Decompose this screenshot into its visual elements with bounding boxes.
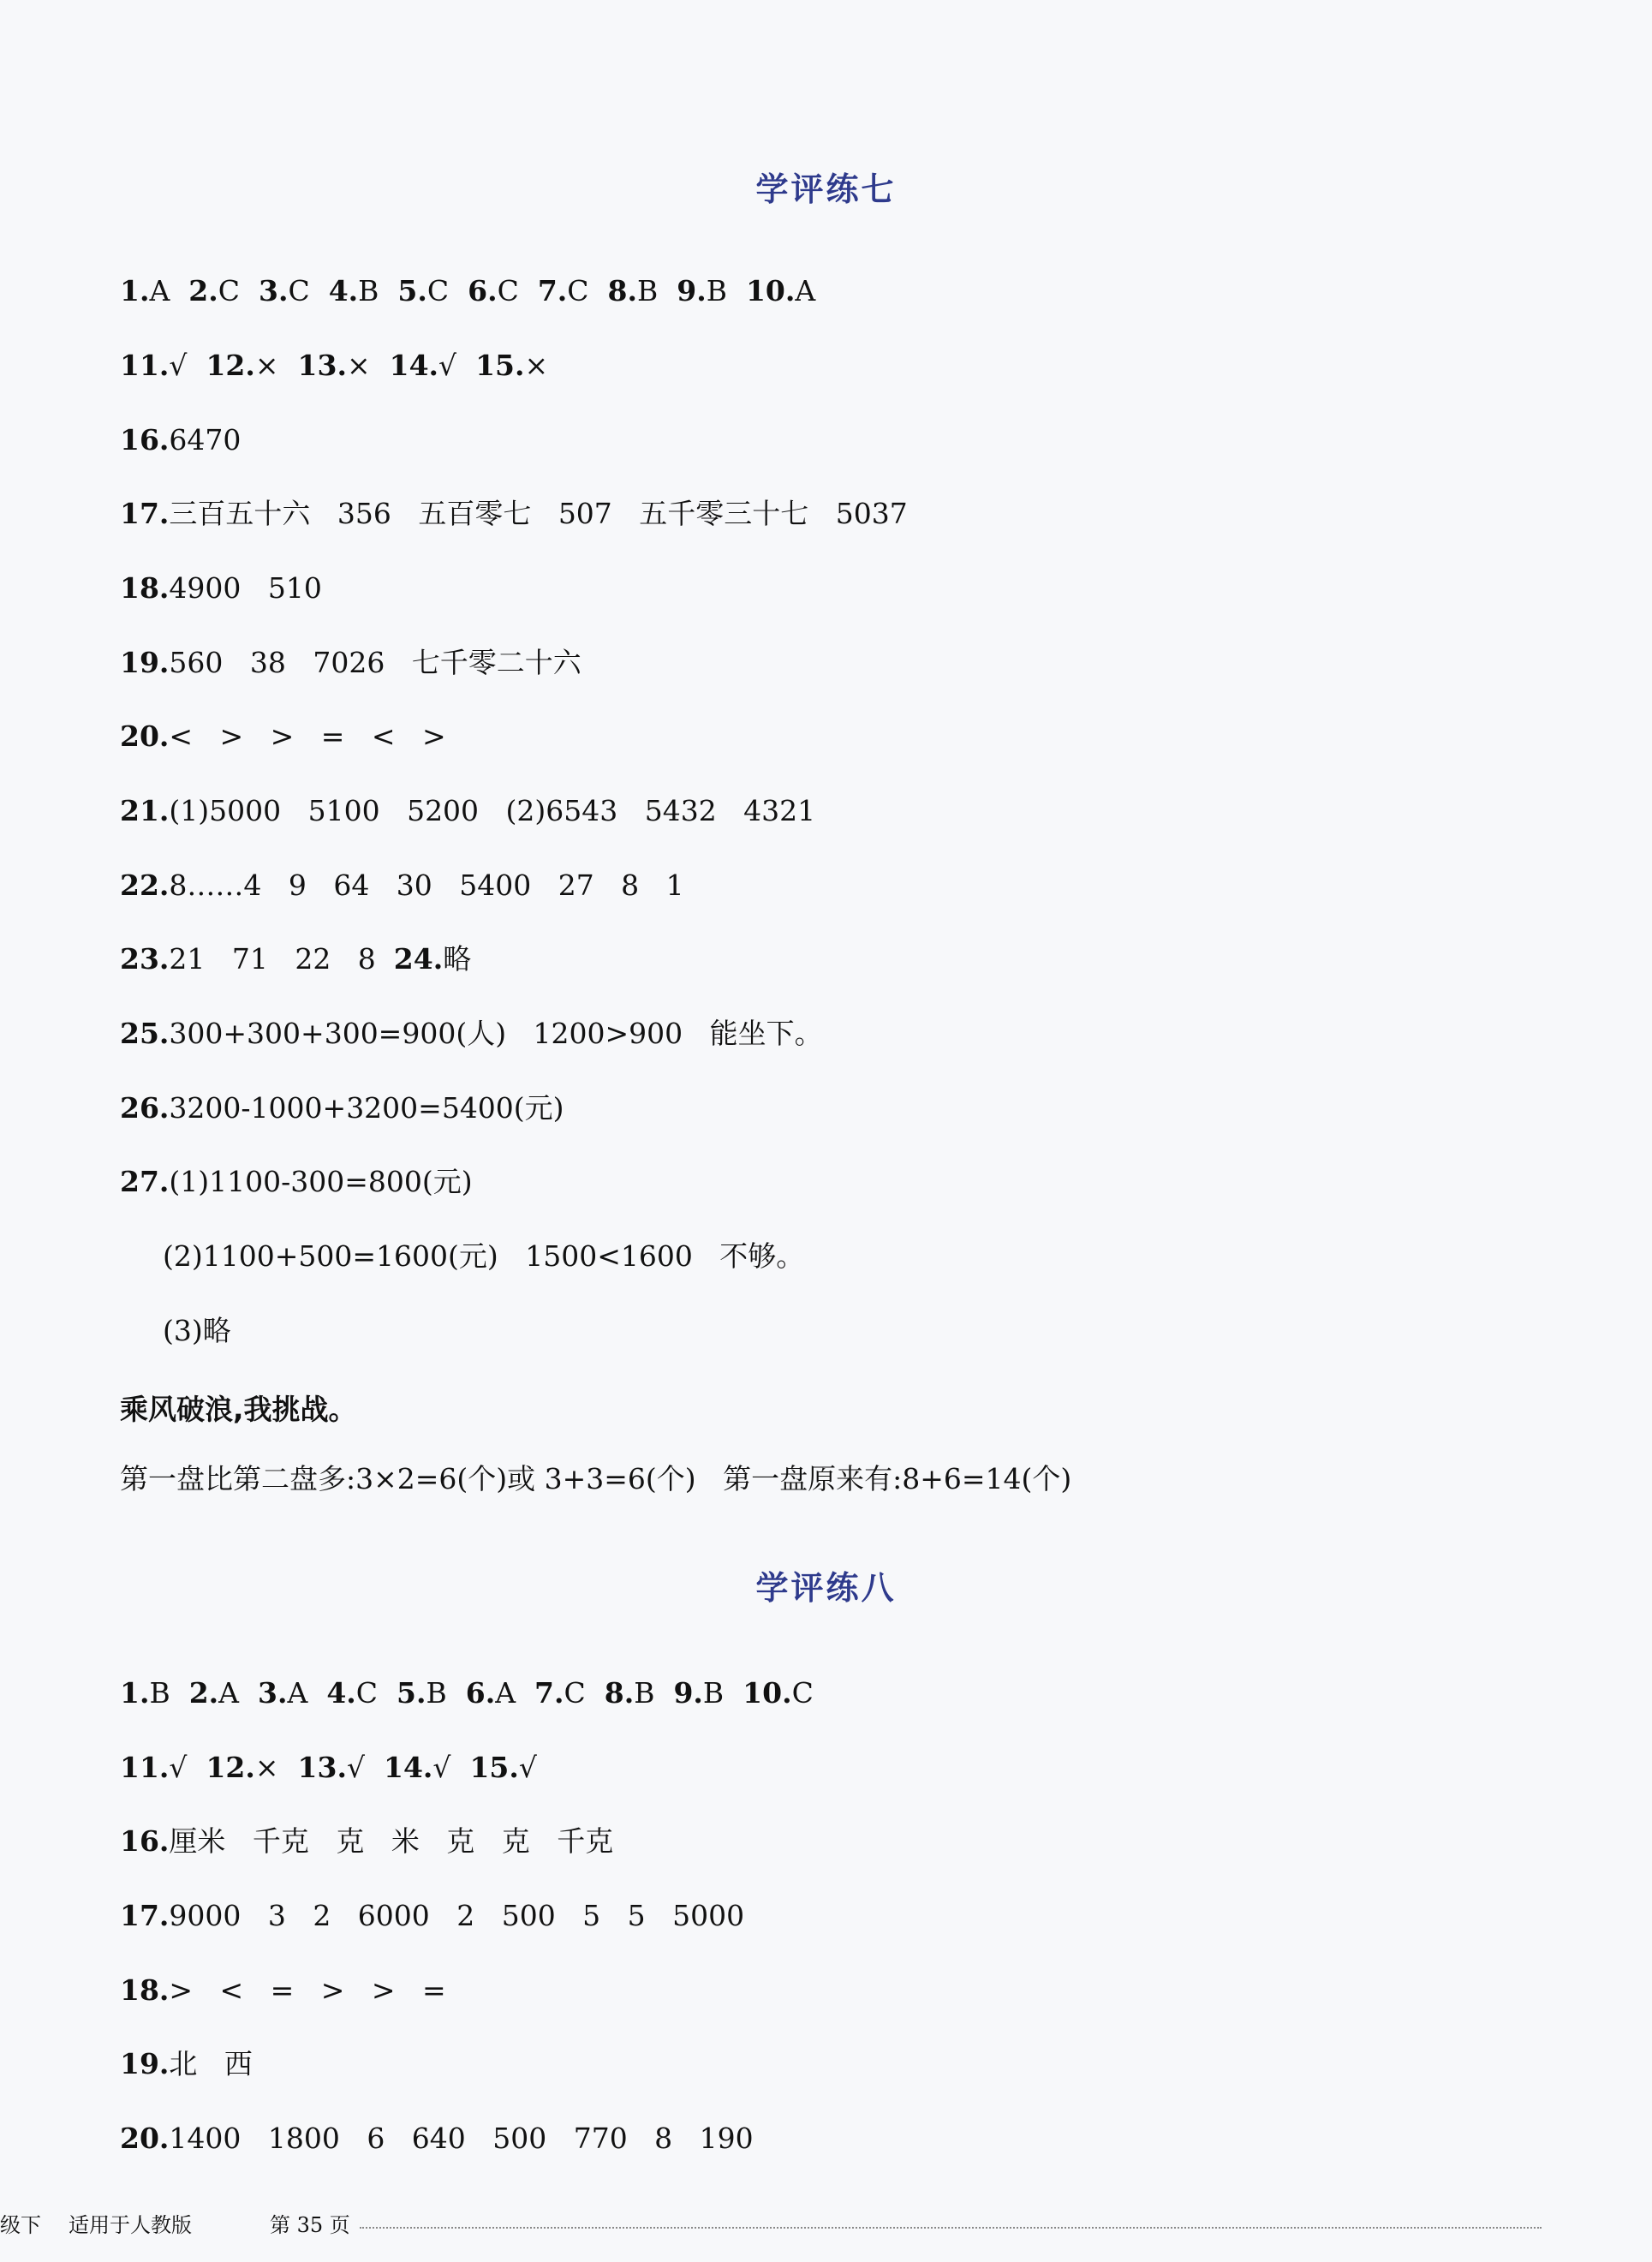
answer-text: √: [432, 1751, 451, 1784]
answer-line-11-15: [120, 347, 567, 385]
answer-text: A: [218, 1676, 240, 1710]
answer-text: ×: [346, 349, 371, 382]
question-number: 25.: [120, 1017, 170, 1050]
answer-text: B: [634, 1676, 655, 1710]
question-number: 16.: [120, 1824, 170, 1858]
question-number: 22.: [120, 868, 170, 902]
question-number: 5.: [397, 1676, 426, 1710]
question-number: 16.: [120, 423, 170, 457]
question-number: 10.: [743, 1676, 792, 1710]
question-number: 18.: [120, 1973, 170, 2007]
question-number: 11.: [120, 1751, 170, 1784]
page-footer: [0, 2208, 1652, 2242]
choice-answer: [397, 1676, 447, 1710]
answer-line-26: [120, 1089, 564, 1127]
answer-text: B: [636, 274, 659, 307]
answer-text: 三百五十六 356 五百零七 507 五千零三十七 5037: [169, 497, 908, 530]
question-number: 10.: [745, 274, 796, 307]
challenge-answer: 第一盘比第二盘多:3×2=6(个)或 3+3=6(个) 第一盘原来有:8+6=14(个): [120, 1462, 1072, 1495]
question-number: 2.: [188, 1676, 219, 1710]
choice-answer: [673, 1676, 724, 1710]
answer-text: A: [149, 274, 170, 307]
challenge-title: 乘风破浪,我挑战。: [120, 1393, 357, 1426]
question-number: 8.: [604, 1676, 635, 1710]
answer-line-27-3: (3)略: [163, 1314, 231, 1347]
choice-answer: [298, 1751, 365, 1784]
question-number: 5.: [397, 274, 427, 307]
choice-answer: [188, 274, 240, 307]
question-number: 1.: [120, 1676, 150, 1710]
answer-line-22: [120, 867, 684, 904]
answer-text: C: [288, 274, 310, 307]
choice-answer: [469, 1751, 536, 1784]
answer-text: > < = > > =: [169, 1973, 446, 2007]
answer-line-19: [120, 644, 581, 682]
question-number: 6.: [468, 274, 498, 307]
question-number: 9.: [677, 274, 707, 307]
answer-text: (1)1100-300=800(元): [169, 1165, 473, 1198]
choice-answer: [608, 274, 659, 307]
answer-text: C: [567, 274, 589, 307]
choice-answer: [605, 1676, 655, 1710]
question-number: 15.: [475, 349, 525, 382]
answer-text: A: [287, 1676, 308, 1710]
answer-line-23-24: [120, 940, 471, 978]
answer-text: 8……4 9 64 30 5400 27 8 1: [169, 868, 684, 902]
section-title-7: 学评练七: [755, 170, 897, 208]
answer-line-18: [120, 570, 322, 607]
answer-line-19: [120, 2045, 253, 2083]
question-number: 4.: [326, 1676, 356, 1710]
question-number: 26.: [120, 1091, 170, 1125]
choice-answer: [746, 274, 815, 307]
question-number: 19.: [120, 646, 170, 679]
answer-text: ×: [254, 1751, 279, 1784]
answer-line-16: [120, 421, 241, 459]
answer-text: √: [518, 1751, 537, 1784]
choice-answer: [120, 274, 170, 307]
question-number: 24.: [393, 942, 444, 976]
question-number: 1.: [120, 274, 150, 307]
answer-text: B: [149, 1676, 170, 1710]
answer-line-17: [120, 495, 908, 533]
question-number: 20.: [120, 719, 170, 753]
footer-page-number: 第 35 页: [270, 2213, 350, 2237]
answer-line-20: [120, 2120, 754, 2158]
question-number: 23.: [120, 942, 170, 976]
answer-text: 560 38 7026 七千零二十六: [169, 646, 581, 679]
footer-dotted-rule: [360, 2227, 1542, 2229]
choice-answer: [326, 1676, 378, 1710]
answer-text: B: [706, 274, 727, 307]
answer-text: C: [218, 274, 240, 307]
footer-edition: 适用于人教版: [69, 2213, 192, 2237]
answer-text: ×: [254, 349, 279, 382]
question-number: 19.: [120, 2047, 170, 2080]
question-number: 9.: [673, 1676, 703, 1710]
question-number: 6.: [465, 1676, 496, 1710]
question-number: 13.: [297, 349, 347, 382]
answer-line-1-10: [120, 1674, 832, 1712]
choice-answer: [189, 1676, 239, 1710]
question-number: 14.: [389, 349, 439, 382]
question-number: 20.: [120, 2122, 170, 2155]
question-number: 3.: [259, 274, 289, 307]
question-number: 27.: [120, 1165, 170, 1198]
choice-answer: [743, 1676, 814, 1710]
choice-answer: [475, 349, 548, 382]
answer-text: C: [355, 1676, 379, 1710]
answer-text: B: [358, 274, 379, 307]
answer-line-25: [120, 1015, 823, 1053]
question-number: 18.: [120, 571, 170, 605]
answer-text: 4900 510: [169, 571, 322, 605]
answer-text: 北 西: [169, 2047, 253, 2080]
answer-line-17: [120, 1897, 744, 1935]
answer-line-18: [120, 1972, 446, 2009]
answer-line-16: [120, 1823, 613, 1860]
choice-answer: [206, 1751, 278, 1784]
choice-answer: [468, 274, 519, 307]
answer-text: 6470: [169, 423, 242, 457]
choice-answer: [677, 274, 727, 307]
question-number: 3.: [258, 1676, 288, 1710]
choice-answer: [329, 274, 379, 307]
choice-answer: [466, 1676, 516, 1710]
answer-text: B: [426, 1676, 447, 1710]
question-number: 21.: [120, 794, 170, 827]
choice-answer: [120, 1676, 170, 1710]
choice-answer: [120, 349, 187, 382]
answer-text: √: [346, 1751, 365, 1784]
answer-text: 9000 3 2 6000 2 500 5 5 5000: [169, 1899, 745, 1932]
answer-text: C: [791, 1676, 814, 1710]
answer-line-1-10: [120, 272, 834, 310]
answer-line-27: [120, 1163, 473, 1201]
section-title-8: 学评练八: [755, 1569, 897, 1607]
question-number: 17.: [120, 1899, 170, 1932]
choice-answer: [206, 349, 278, 382]
answer-text: √: [169, 349, 188, 382]
question-number: 15.: [469, 1751, 519, 1784]
choice-answer: [538, 274, 589, 307]
answer-text: 略: [443, 942, 472, 976]
answer-text: √: [438, 349, 457, 382]
choice-answer: [120, 1751, 187, 1784]
choice-answer: [298, 349, 371, 382]
answer-text: 1400 1800 6 640 500 770 8 190: [169, 2122, 754, 2155]
answer-line-20: [120, 718, 446, 755]
answer-text: (1)5000 5100 5200 (2)6543 5432 4321: [169, 794, 816, 827]
choice-answer: [397, 274, 449, 307]
answer-text: C: [497, 274, 519, 307]
answer-text: C: [426, 274, 450, 307]
answer-text: B: [702, 1676, 725, 1710]
question-number: 8.: [607, 274, 637, 307]
answer-text: C: [564, 1676, 586, 1710]
answer-line-11-15: [120, 1749, 556, 1787]
answer-text: 厘米 千克 克 米 克 克 千克: [169, 1824, 614, 1858]
choice-answer: [259, 274, 310, 307]
answer-text: 21 71 22 8: [169, 942, 394, 976]
question-number: 7.: [534, 1676, 564, 1710]
answer-text: ×: [524, 349, 549, 382]
question-number: 12.: [206, 1751, 255, 1784]
question-number: 14.: [383, 1751, 433, 1784]
answer-line-27-2: (2)1100+500=1600(元) 1500<1600 不够。: [163, 1239, 805, 1273]
question-number: 2.: [188, 274, 218, 307]
answer-text: 3200-1000+3200=5400(元): [169, 1091, 564, 1125]
question-number: 13.: [297, 1751, 347, 1784]
answer-text: A: [495, 1676, 516, 1710]
answer-line-21: [120, 792, 815, 830]
question-number: 7.: [537, 274, 568, 307]
answer-text: √: [169, 1751, 188, 1784]
answer-text: A: [795, 274, 816, 307]
question-number: 11.: [120, 349, 170, 382]
footer-grade: 级下: [0, 2213, 41, 2237]
question-number: 12.: [206, 349, 255, 382]
choice-answer: [534, 1676, 586, 1710]
question-number: 17.: [120, 497, 170, 530]
question-number: 4.: [328, 274, 359, 307]
answer-text: 300+300+300=900(人) 1200>900 能坐下。: [169, 1017, 823, 1050]
answer-text: < > > = < >: [169, 719, 446, 753]
choice-answer: [384, 1751, 450, 1784]
choice-answer: [390, 349, 456, 382]
choice-answer: [258, 1676, 307, 1710]
